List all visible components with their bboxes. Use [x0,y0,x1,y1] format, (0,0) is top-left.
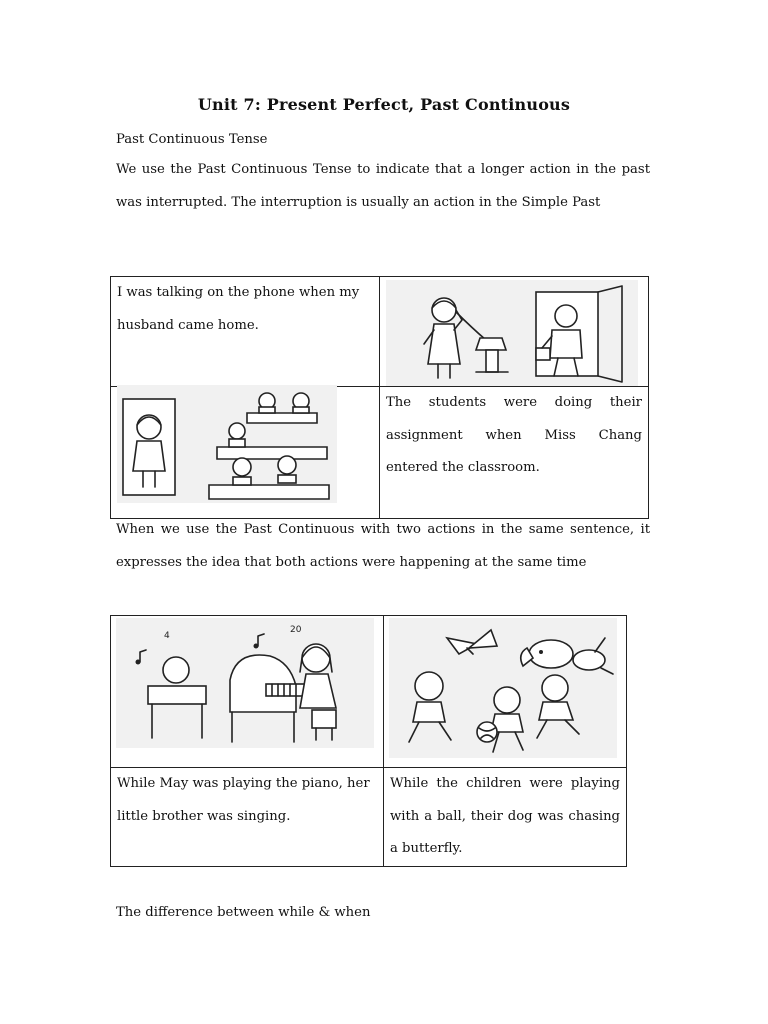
may-age-label: 20 [290,625,302,635]
page-title: Unit 7: Present Perfect, Past Continuous [197,95,571,114]
table1-row1-text-cell [111,277,380,387]
table1-row2-picture-cell [111,387,380,519]
table1-row2-text: The students were doing their assignment when Miss Chang entered the classroom. [386,395,642,475]
table2-caption-left-cell [111,768,384,867]
table1-row1-text: I was talking on the phone when my husband came home. [117,285,360,333]
simultaneous-actions-paragraph: When we use the Past Continuous with two actions in the same sentence, it expresses the idea that both actions were happening at the same time [116,522,650,570]
table1-row2-text-cell [380,387,649,519]
table1-row1-picture-cell [380,277,649,387]
classroom-illustration [117,385,337,503]
ball-caption: While the children were playing with a ball, their dog was chasing a butterfly. [390,776,620,856]
table2-ball-picture-cell [384,616,627,768]
intro-paragraph: We use the Past Continuous Tense to indicate that a longer action in the past was interrupted. The interruption is usually an action in the Simple Past [116,162,650,210]
phone-and-husband-illustration [386,280,638,386]
piano-caption: While May was playing the piano, her little brother was singing. [117,776,370,824]
piano-singing-illustration [116,618,374,748]
table2-caption-right-cell [384,768,627,867]
footer-heading: The difference between while & when [116,905,371,920]
section-heading: Past Continuous Tense [116,132,268,147]
brother-age-label: 4 [164,631,170,641]
example-table-interrupted [110,276,649,519]
table2-piano-picture-cell [111,616,384,768]
example-table-simultaneous [110,615,627,867]
children-ball-dog-illustration [389,618,617,758]
